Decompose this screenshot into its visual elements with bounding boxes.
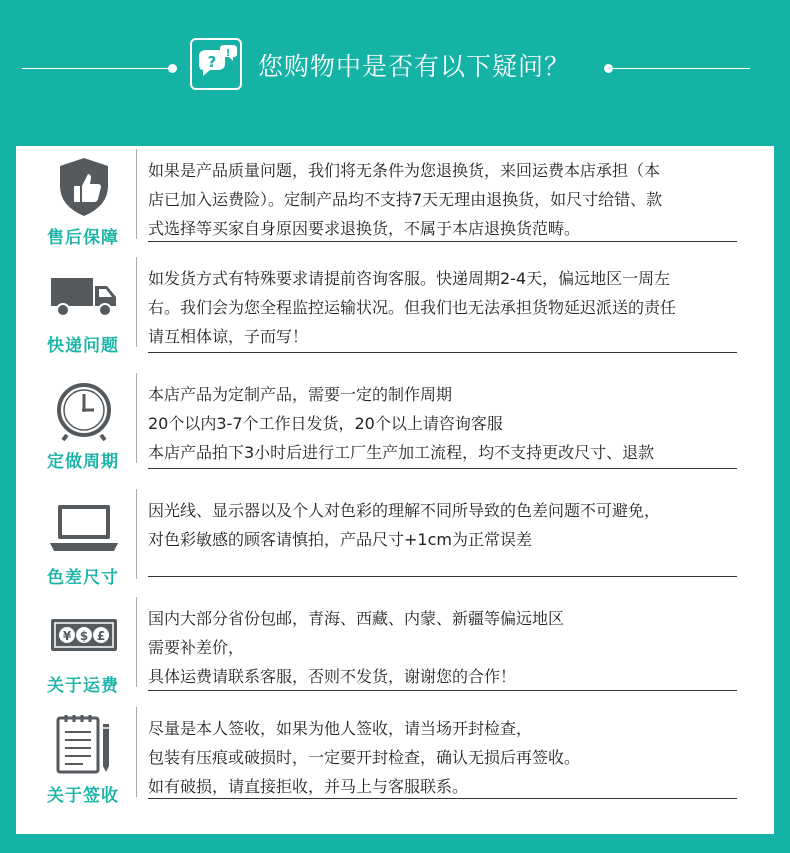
header-dot-left [168,64,177,73]
row-underline [148,798,737,799]
text-line: 因光线、显示器以及个人对色彩的理解不同所导致的色差问题不可避免， [148,501,661,520]
header-banner [0,0,790,118]
svg-text:$: $ [79,629,89,643]
header-divider-left [22,68,172,69]
text-line: 具体运费请联系客服，否则不发货，谢谢您的合作！ [148,667,517,686]
section-label: 售后保障 [47,228,119,248]
laptop-icon [44,496,124,558]
header-divider-right [610,68,750,69]
text-line: 需要补差价， [148,638,245,657]
text-line: 如有破损，请直接拒收，并马上与客服联系。 [148,777,469,796]
text-line: 如发货方式有特殊要求请提前咨询客服。快递周期2-4天，偏远地区一周左 [148,269,671,288]
section-text [148,264,748,351]
row-underline [148,576,737,577]
section-label: 关于签收 [47,786,119,806]
text-line: 店已加入运费险）。定制产品均不支持7天无理由退换货，如尺寸给错、款 [148,190,663,209]
text-line: 国内大部分省份包邮，青海、西藏、内蒙、新疆等偏远地区 [148,609,565,628]
text-line: 20个以内3-7个工作日发货，20个以上请咨询客服 [148,414,503,433]
text-line: 本店产品为定制产品，需要一定的制作周期 [148,385,453,404]
svg-text:?: ? [207,53,217,71]
text-line: 右。我们会为您全程监控运输状况。但我们也无法承担货物延迟派送的责任 [148,298,677,317]
svg-text:!: ! [225,48,231,59]
text-line: 对色彩敏感的顾客请慎拍，产品尺寸+1cm为正常误差 [148,530,532,549]
faq-row-shipping [16,254,774,362]
text-line: 包装有压痕或破损时，一定要开封检查，确认无损后再签收。 [148,748,581,767]
svg-text:£: £ [96,629,106,643]
chat-question-icon [190,38,242,90]
row-underline [148,352,737,353]
row-underline [148,241,737,242]
text-line: 请互相体谅，子而写！ [148,327,309,346]
text-line: 尽量是本人签收，如果为他人签收，请当场开封检查， [148,719,533,738]
text-line: 如果是产品质量问题，我们将无条件为您退换货，来回运费本店承担（本 [148,161,661,180]
row-underline [148,468,737,469]
faq-row-after-sales [16,146,774,254]
notepad-pen-icon [44,714,124,776]
section-text [148,714,748,801]
section-label: 关于运费 [47,676,119,696]
thumbs-up-shield-icon [44,156,124,218]
page-title: 您购物中是否有以下疑问？ [258,52,571,81]
section-label: 快递问题 [47,336,119,356]
faq-row-color-size [16,486,774,594]
currency-banknote-icon [44,604,124,666]
faq-row-production-cycle [16,370,774,478]
text-line: 式选择等买家自身原因要求退换货，不属于本店退换货范畴。 [148,219,581,238]
section-text [148,156,748,243]
section-text [148,380,748,467]
faq-row-delivery-signing [16,704,774,812]
section-text [148,604,748,691]
text-line: 本店产品拍下3小时后进行工厂生产加工流程，均不支持更改尺寸、退款 [148,443,655,462]
row-underline [148,690,737,691]
faq-row-shipping-fee [16,594,774,702]
svg-text:¥: ¥ [62,629,72,643]
delivery-truck-icon [44,264,124,326]
section-text [148,496,748,554]
faq-panel [16,146,774,834]
section-label: 定做周期 [47,452,119,472]
section-label: 色差尺寸 [47,568,119,588]
alarm-clock-icon [44,380,124,442]
